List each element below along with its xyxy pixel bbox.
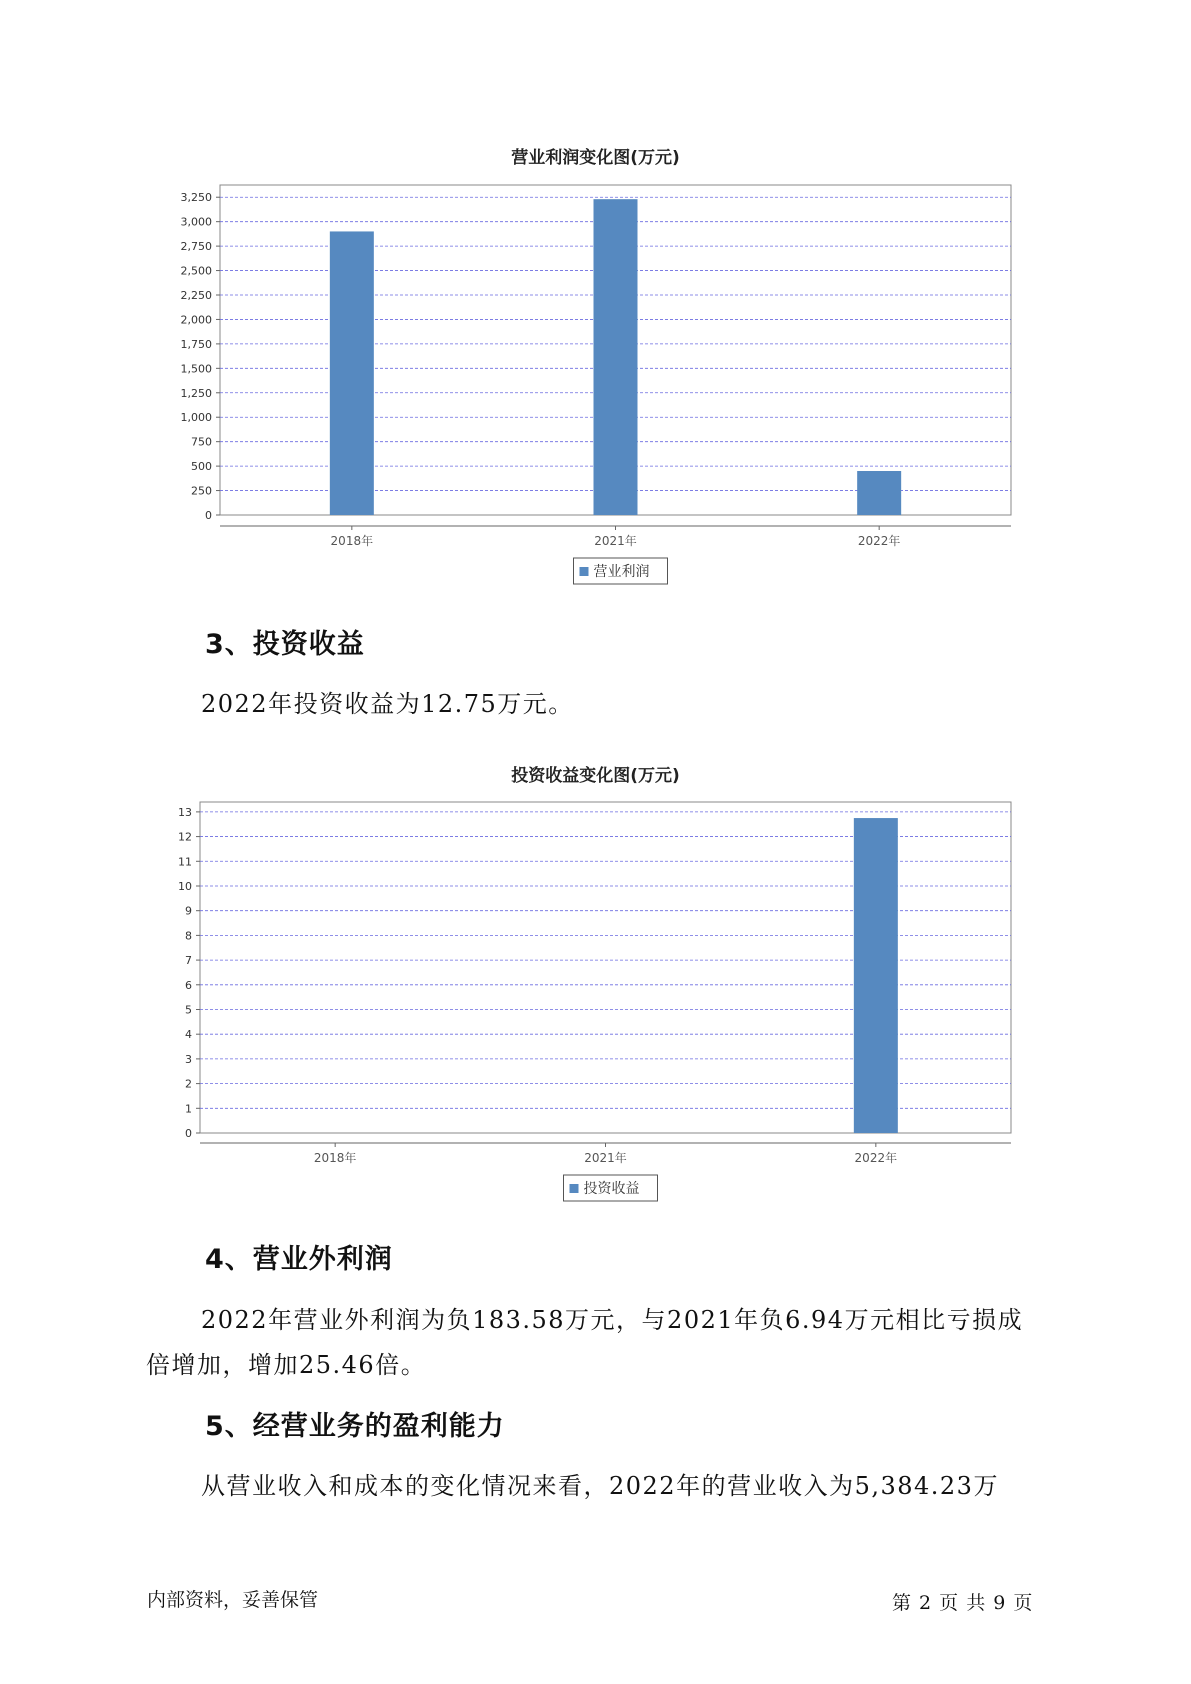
x-tick-label: 2018年 (330, 534, 374, 548)
section5-text: 从营业收入和成本的变化情况来看，2022年的营业收入为5,384.23万 (201, 1472, 999, 1500)
y-tick-label: 1,500 (180, 362, 212, 376)
section3-text: 2022年投资收益为12.75万元。 (201, 690, 574, 718)
x-tick-label: 2021年 (584, 1151, 627, 1165)
chart1-title: 营业利润变化图(万元) (511, 148, 680, 168)
chart2-title: 投资收益变化图(万元) (511, 766, 680, 786)
y-tick-label: 1,000 (180, 411, 212, 425)
y-tick-label: 1,750 (180, 337, 212, 351)
y-tick-label: 2 (185, 1077, 192, 1091)
footer-page-number: 第 2 页 共 9 页 (892, 1592, 1034, 1614)
y-tick-label: 12 (178, 830, 192, 844)
y-tick-label: 4 (185, 1028, 192, 1042)
y-tick-label: 7 (185, 954, 192, 968)
x-tick-label: 2022年 (857, 534, 901, 548)
section3-heading: 3、投资收益 (205, 629, 365, 660)
legend (564, 1175, 658, 1201)
y-tick-label: 6 (185, 978, 192, 992)
y-tick-label: 1 (185, 1102, 192, 1116)
y-tick-label: 1,250 (180, 386, 212, 400)
legend-swatch (570, 1184, 579, 1193)
y-tick-label: 2,000 (180, 313, 212, 327)
footer-confidential-note: 内部资料，妥善保管 (147, 1589, 319, 1611)
x-tick-label: 2018年 (313, 1151, 357, 1165)
x-tick-label: 2021年 (594, 534, 637, 548)
y-tick-label: 13 (178, 805, 192, 819)
x-tick-label: 2022年 (854, 1151, 898, 1165)
y-tick-label: 3,000 (180, 215, 212, 229)
legend-label: 投资收益 (583, 1181, 640, 1197)
y-tick-label: 2,750 (180, 240, 212, 254)
section4-line1: 2022年营业外利润为负183.58万元，与2021年负6.94万元相比亏损成 (201, 1306, 1024, 1334)
y-tick-label: 500 (191, 460, 212, 474)
y-tick-label: 250 (191, 484, 212, 498)
y-tick-label: 11 (178, 855, 192, 869)
y-tick-label: 5 (185, 1003, 192, 1017)
y-tick-label: 3 (185, 1052, 192, 1066)
bar-2022年 (854, 818, 898, 1133)
y-tick-label: 3,250 (180, 191, 212, 205)
y-tick-label: 10 (178, 879, 192, 893)
section4-line2: 倍增加，增加25.46倍。 (146, 1351, 427, 1379)
y-tick-label: 2,250 (180, 289, 212, 302)
y-tick-label: 0 (185, 1127, 192, 1140)
y-tick-label: 750 (191, 435, 212, 449)
legend-label: 营业利润 (593, 564, 650, 580)
y-tick-label: 9 (185, 904, 192, 918)
y-tick-label: 0 (205, 509, 212, 522)
section5-heading: 5、经营业务的盈利能力 (205, 1411, 505, 1442)
y-tick-label: 2,500 (180, 264, 212, 278)
y-tick-label: 8 (185, 929, 192, 943)
section4-heading: 4、营业外利润 (205, 1244, 393, 1275)
